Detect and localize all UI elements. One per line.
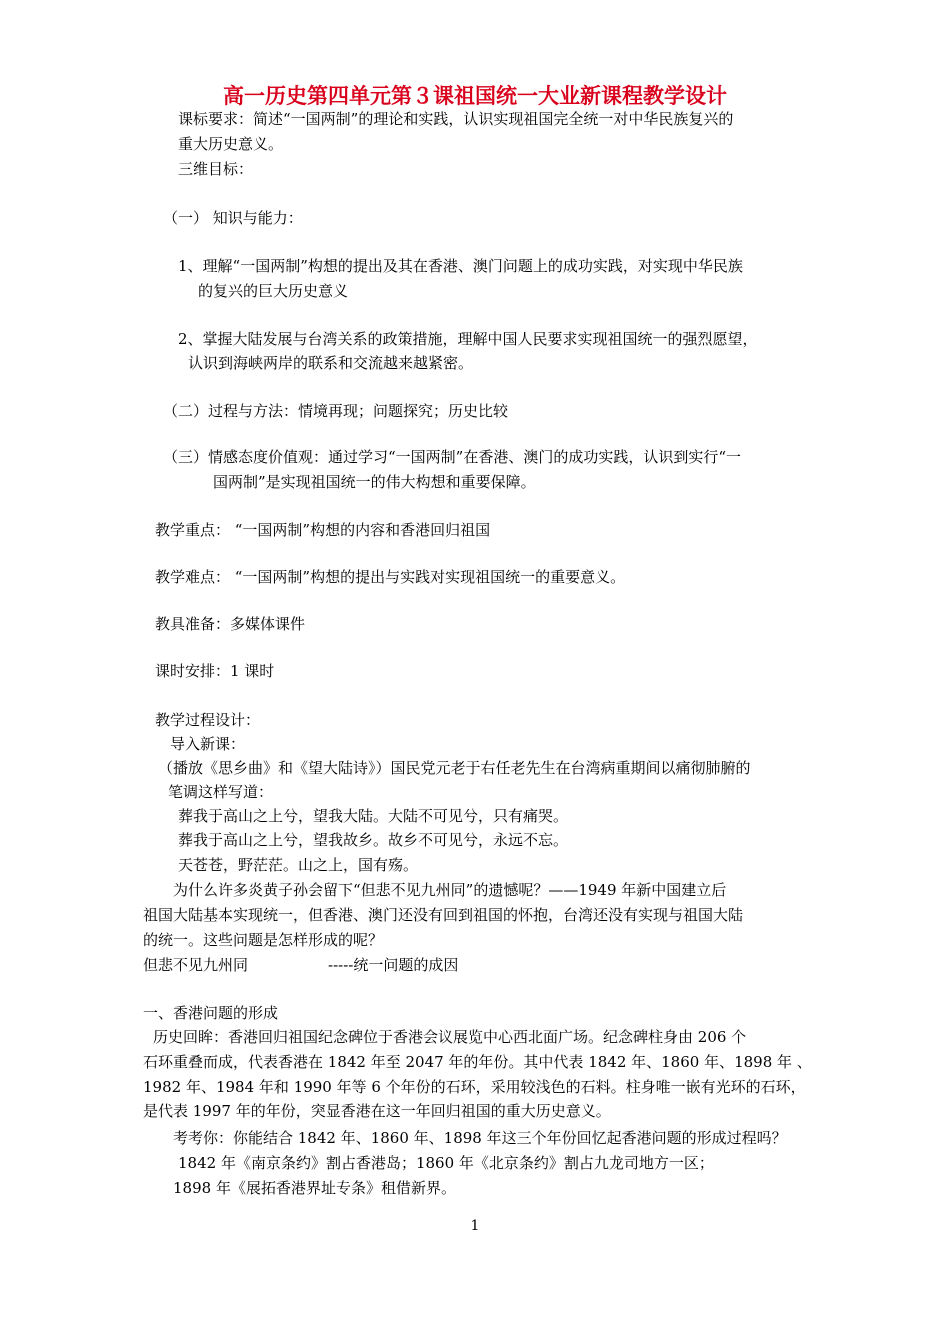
- subtitle-left: 但悲不见九州同: [143, 956, 249, 974]
- goal1-heading: （一） 知识与能力：: [163, 209, 303, 227]
- section1-p1-line2: 石环重叠而成，代表香港在 1842 年至 2047 年的年份。其中代表 1842 年、1860 年、1898 年 、: [143, 1053, 812, 1071]
- goal1-item1-line1: 1、理解“一国两制”构想的提出及其在香港、澳门问题上的成功实践，对实现中华民族: [178, 257, 743, 275]
- intro-label: 导入新课：: [170, 735, 246, 753]
- page-number: 1: [470, 1218, 480, 1234]
- poem-line-3: 天苍苍，野茫茫。山之上，国有殇。: [178, 856, 419, 874]
- question-line-2: 祖国大陆基本实现统一，但香港、澳门还没有回到祖国的怀抱，台湾还没有实现与祖国大陆: [143, 906, 744, 924]
- poem-line-1: 葬我于高山之上兮，望我大陆。大陆不可见兮，只有痛哭。: [178, 807, 569, 825]
- process-label: 教学过程设计：: [155, 711, 261, 729]
- teaching-tools: 教具准备：多媒体课件: [155, 615, 306, 633]
- goal1-item2-line2: 认识到海峡两岸的联系和交流越来越紧密。: [188, 354, 474, 372]
- section1-p1-line4: 是代表 1997 年的年份，突显香港在这一年回归祖国的重大历史意义。: [143, 1102, 611, 1120]
- question-line-1: 为什么许多炎黄子孙会留下“但悲不见九州同”的遗憾呢？——1949 年新中国建立后: [173, 881, 727, 899]
- goal3-line2: 国两制”是实现祖国统一的伟大构想和重要保障。: [213, 473, 536, 491]
- goal3-line1: （三）情感态度价值观：通过学习“一国两制”在香港、澳门的成功实践，认识到实行“一: [163, 448, 742, 466]
- difficult-point: 教学难点： “一国两制”构想的提出与实践对实现祖国统一的重要意义。: [155, 568, 626, 586]
- standard-line-1: 课标要求：简述“一国两制”的理论和实践，认识实现祖国完全统一对中华民族复兴的: [178, 110, 734, 128]
- intro-line-2: 笔调这样写道：: [168, 783, 274, 801]
- section1-question: 考考你：你能结合 1842 年、1860 年、1898 年这三个年份回忆起香港问题的形成过程吗？: [173, 1129, 787, 1147]
- document-title: 高一历史第四单元第３课祖国统一大业新课程教学设计: [223, 84, 727, 108]
- poem-line-2: 葬我于高山之上兮，望我故乡。故乡不可见兮，永远不忘。: [178, 831, 569, 849]
- section1-p1-line1: 历史回眸：香港回归祖国纪念碑位于香港会议展览中心西北面广场。纪念碑柱身由 206 个: [153, 1028, 747, 1046]
- goal1-item2-line1: 2、掌握大陆发展与台湾关系的政策措施，理解中国人民要求实现祖国统一的强烈愿望，: [178, 330, 758, 348]
- three-goals-label: 三维目标：: [178, 160, 254, 178]
- class-schedule: 课时安排：1 课时: [155, 662, 275, 680]
- goal2: （二）过程与方法：情境再现；问题探究；历史比较: [163, 402, 509, 420]
- goal1-item1-line2: 的复兴的巨大历史意义: [198, 282, 349, 300]
- section1-answer-line1: 1842 年《南京条约》割占香港岛；1860 年《北京条约》割占九龙司地方一区；: [178, 1154, 714, 1172]
- standard-line-2: 重大历史意义。: [178, 135, 284, 153]
- section1-heading: 一、香港问题的形成: [143, 1004, 279, 1022]
- section1-p1-line3: 1982 年、1984 年和 1990 年等 6 个年份的石环，采用较浅色的石料。柱身唯一嵌有光环的石环，: [143, 1078, 806, 1096]
- intro-line-1: （播放《思乡曲》和《望大陆诗》）国民党元老于右任老先生在台湾病重期间以痛彻肺腑的: [158, 759, 751, 777]
- section1-answer-line2: 1898 年《展拓香港界址专条》租借新界。: [173, 1179, 456, 1197]
- question-line-3: 的统一。这些问题是怎样形成的呢？: [143, 931, 384, 949]
- subtitle-right: -----统一问题的成因: [328, 956, 459, 974]
- key-point: 教学重点： “一国两制”构想的内容和香港回归祖国: [155, 521, 491, 539]
